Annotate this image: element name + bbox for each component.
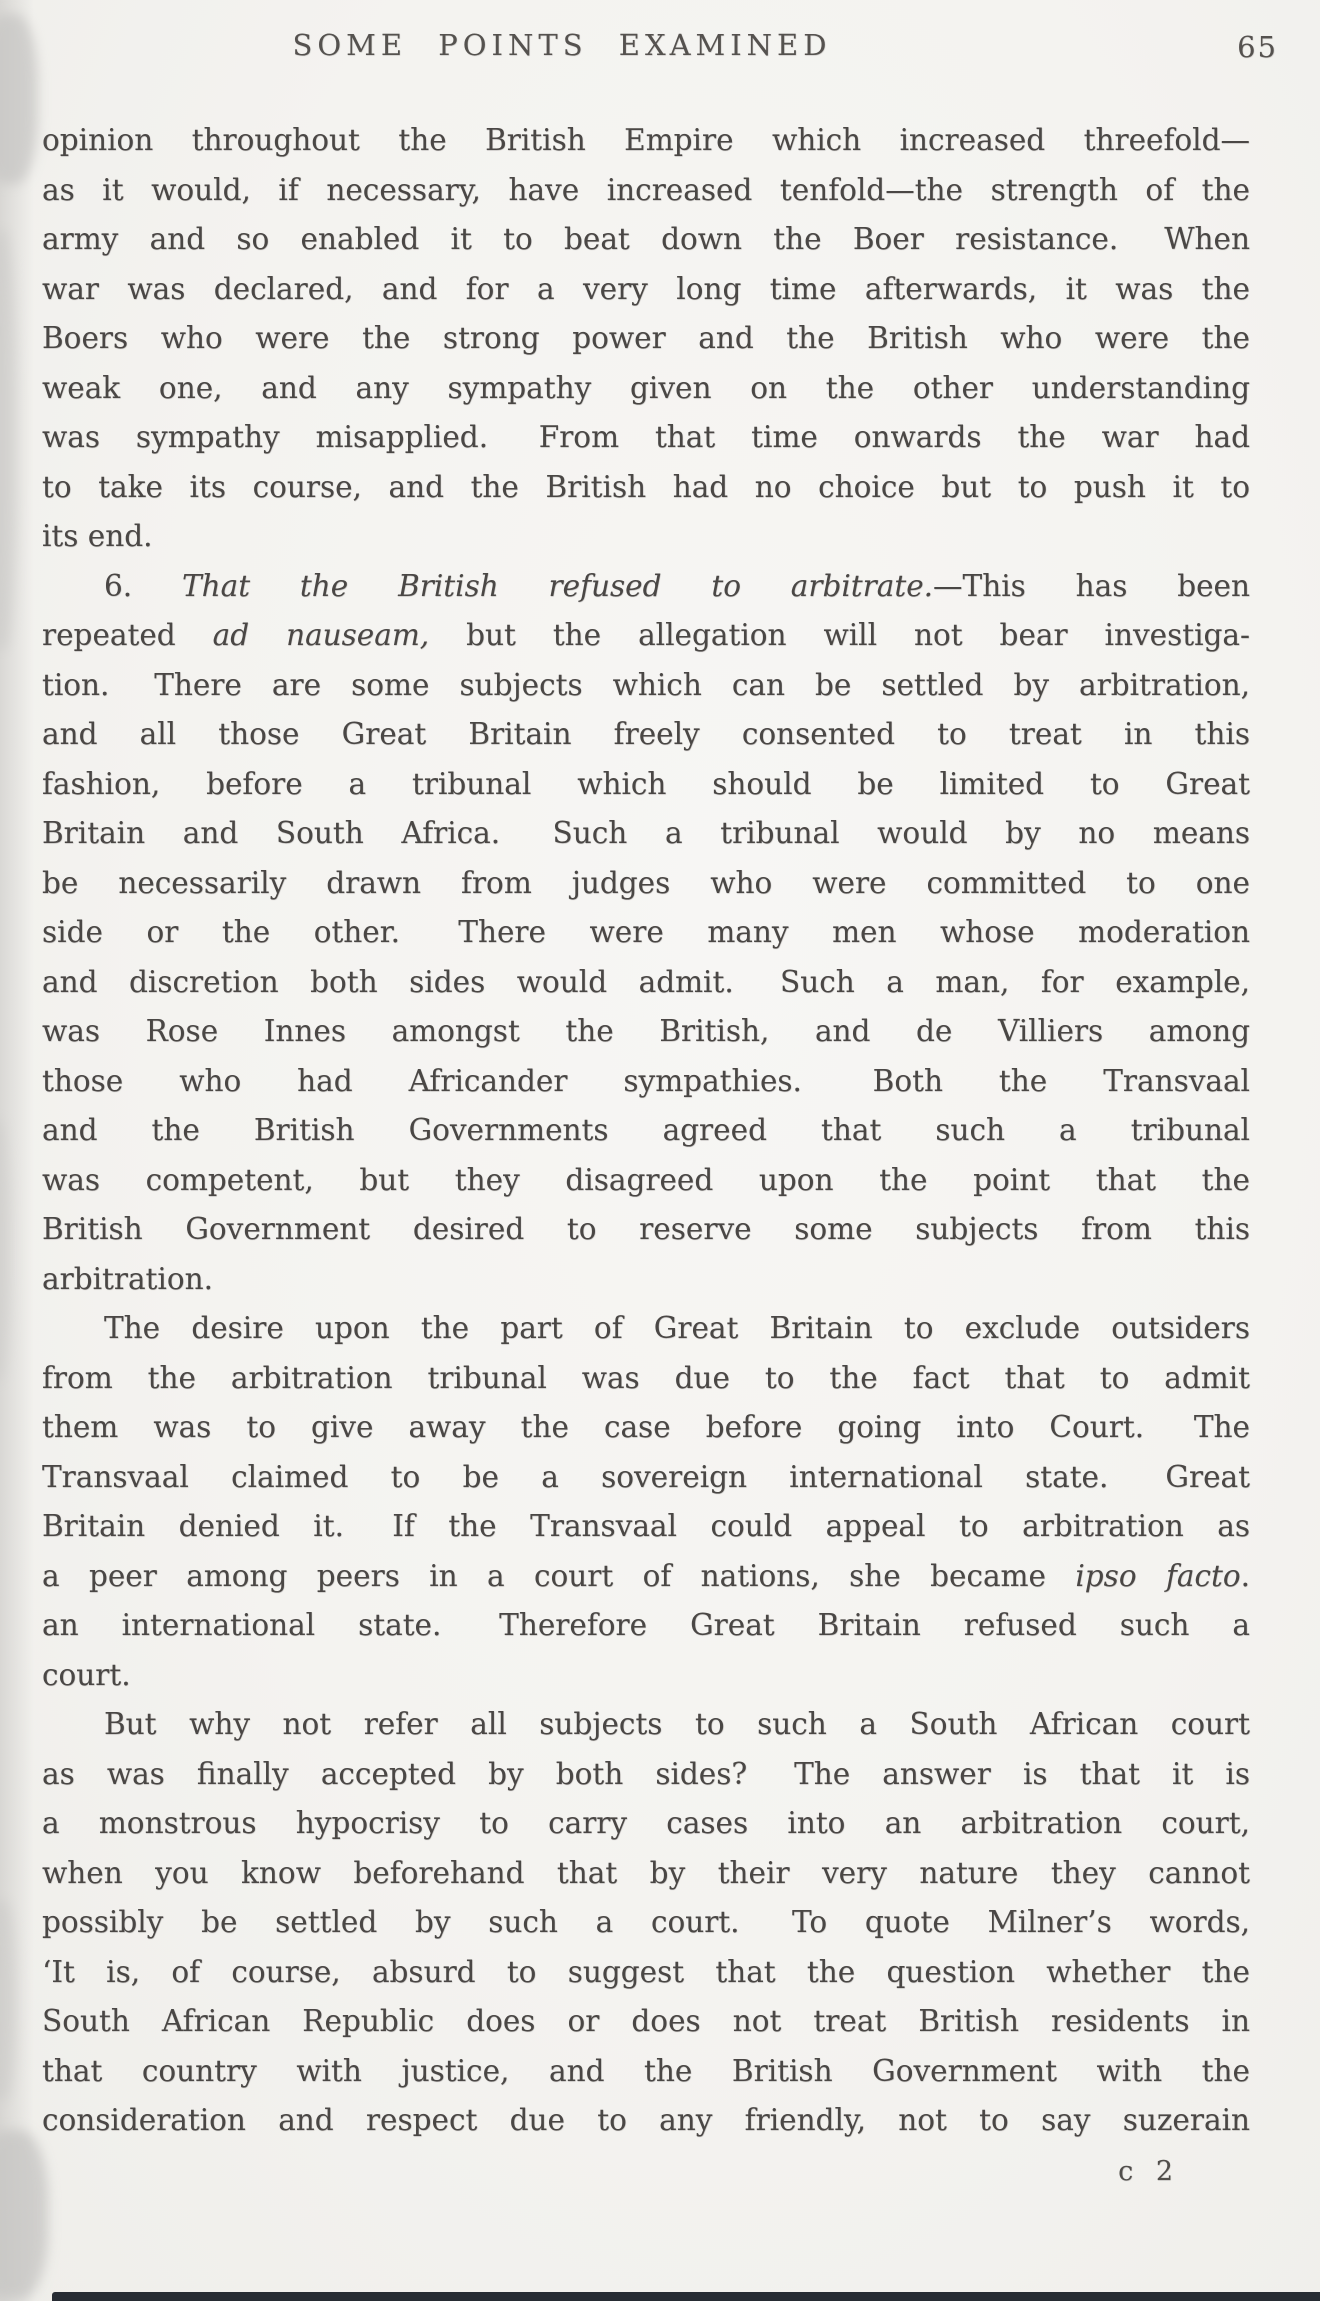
text-line <box>42 562 1250 612</box>
text-segment: when you know beforehand that by their very nature they cannot <box>42 1855 1250 1890</box>
italic-text-segment: That the British refused to arbitrate. <box>181 568 934 603</box>
text-line <box>42 760 1250 810</box>
text-block <box>0 116 1320 2146</box>
text-segment: that country with justice, and the British Government with the <box>42 2053 1250 2088</box>
text-segment: was Rose Innes amongst the British, and de Villiers among <box>42 1014 1250 1048</box>
text-line <box>42 1403 1250 1453</box>
text-segment: them was to give away the case before going into Court. The <box>42 1410 1250 1444</box>
text-segment: Britain denied it. If the Transvaal could appeal to arbitration as <box>42 1509 1250 1543</box>
text-line <box>42 1700 1250 1750</box>
scan-edge-bottom-artifact <box>52 2292 1320 2301</box>
text-segment: war was declared, and for a very long time afterwards, it was the <box>42 271 1250 306</box>
text-line <box>42 1601 1250 1651</box>
text-segment: South African Republic does or does not treat British residents in <box>42 2004 1250 2038</box>
text-line <box>42 364 1250 414</box>
text-line <box>42 908 1250 958</box>
text-line <box>42 809 1250 859</box>
text-segment: was competent, but they disagreed upon the point that the <box>42 1162 1250 1197</box>
text-segment: opinion throughout the British Empire which increased threefold— <box>42 123 1250 157</box>
text-segment: but the allegation will not bear investiga- <box>429 618 1250 652</box>
text-segment: army and so enabled it to beat down the Boer resistance. When <box>42 222 1250 256</box>
text-segment: an international state. Therefore Great Britain refused such a <box>42 1608 1250 1642</box>
text-line <box>42 1651 1250 1701</box>
signature-mark: c 2 <box>1118 2155 1180 2187</box>
text-line <box>42 1007 1250 1057</box>
text-line <box>42 463 1250 513</box>
running-head-title: SOME POINTS EXAMINED <box>292 28 832 62</box>
text-segment: as it would, if necessary, have increased tenfold—the strength of the <box>42 172 1250 207</box>
text-segment: possibly be settled by such a court. To quote Milner’s words, <box>42 1905 1250 1939</box>
text-line <box>42 1106 1250 1156</box>
text-line <box>42 1453 1250 1503</box>
paragraph <box>42 1304 1250 1700</box>
text-segment: a monstrous hypocrisy to carry cases into an arbitration court, <box>42 1806 1250 1840</box>
text-line <box>42 116 1250 166</box>
text-segment: a peer among peers in a court of nations, she became <box>42 1558 1076 1593</box>
text-segment: from the arbitration tribunal was due to the fact that to admit <box>42 1360 1250 1395</box>
text-line <box>42 1304 1250 1354</box>
text-segment: be necessarily drawn from judges who were committed to one <box>42 865 1250 900</box>
text-segment: fashion, before a tribunal which should be limited to Great <box>42 766 1250 801</box>
text-line <box>42 958 1250 1008</box>
text-line <box>42 1156 1250 1206</box>
text-line <box>42 166 1250 216</box>
text-segment: arbitration. <box>42 1261 213 1296</box>
text-line <box>42 1354 1250 1404</box>
text-segment: . <box>1240 1558 1250 1593</box>
text-segment: The desire upon the part of Great Britain to exclude outsiders <box>104 1311 1250 1345</box>
text-segment: and the British Governments agreed that such a tribunal <box>42 1113 1250 1147</box>
text-line <box>42 661 1250 711</box>
text-segment: weak one, and any sympathy given on the other understanding <box>42 370 1250 405</box>
text-line <box>42 1898 1250 1948</box>
text-line <box>42 1502 1250 1552</box>
text-segment: —This has been <box>933 568 1250 603</box>
text-segment: Boers who were the strong power and the British who were the <box>42 321 1250 355</box>
italic-text-segment: ad nauseam, <box>212 618 430 652</box>
text-line <box>42 1849 1250 1899</box>
text-line <box>42 1057 1250 1107</box>
scan-smudge-artifact <box>0 2130 48 2300</box>
paragraph <box>42 562 1250 1305</box>
text-segment: ‘It is, of course, absurd to suggest that the question whether the <box>42 1954 1250 1989</box>
text-line <box>42 2047 1250 2097</box>
text-segment: as was finally accepted by both sides? The answer is that it is <box>42 1756 1250 1791</box>
paragraph <box>42 116 1250 562</box>
page-number: 65 <box>1237 30 1278 64</box>
text-segment: Britain and South Africa. Such a tribunal would by no means <box>42 816 1250 850</box>
text-segment: Transvaal claimed to be a sovereign international state. Great <box>42 1459 1250 1494</box>
text-line <box>42 1205 1250 1255</box>
text-line <box>42 413 1250 463</box>
text-segment: to take its course, and the British had no choice but to push it to <box>42 469 1250 504</box>
text-segment: those who had Africander sympathies. Both the Transvaal <box>42 1063 1250 1098</box>
page-header <box>0 0 1320 70</box>
text-segment: and discretion both sides would admit. Such a man, for example, <box>42 964 1250 999</box>
text-line <box>42 1948 1250 1998</box>
text-line <box>42 859 1250 909</box>
text-segment: consideration and respect due to any friendly, not to say suzerain <box>42 2103 1250 2137</box>
text-line <box>42 1750 1250 1800</box>
text-line <box>42 512 1250 562</box>
text-segment: side or the other. There were many men whose moderation <box>42 915 1250 949</box>
text-line <box>42 215 1250 265</box>
italic-text-segment: ipso facto <box>1075 1558 1241 1593</box>
text-segment: and all those Great Britain freely consented to treat in this <box>42 717 1250 751</box>
text-line <box>42 1552 1250 1602</box>
text-line <box>42 1997 1250 2047</box>
text-line <box>42 611 1250 661</box>
text-line <box>42 1255 1250 1305</box>
text-segment: tion. There are some subjects which can be settled by arbitration, <box>42 667 1250 702</box>
text-segment: 6. <box>104 568 182 603</box>
text-segment: British Government desired to reserve some subjects from this <box>42 1212 1250 1246</box>
text-line <box>42 314 1250 364</box>
paragraph <box>42 1700 1250 2146</box>
text-line <box>42 1799 1250 1849</box>
text-line <box>42 265 1250 315</box>
text-line <box>42 2096 1250 2146</box>
text-segment: was sympathy misapplied. From that time onwards the war had <box>42 420 1250 454</box>
text-segment: But why not refer all subjects to such a South African court <box>104 1707 1250 1741</box>
text-segment: court. <box>42 1657 131 1692</box>
text-segment: repeated <box>42 618 213 652</box>
text-line <box>42 710 1250 760</box>
text-segment: its end. <box>42 519 153 553</box>
